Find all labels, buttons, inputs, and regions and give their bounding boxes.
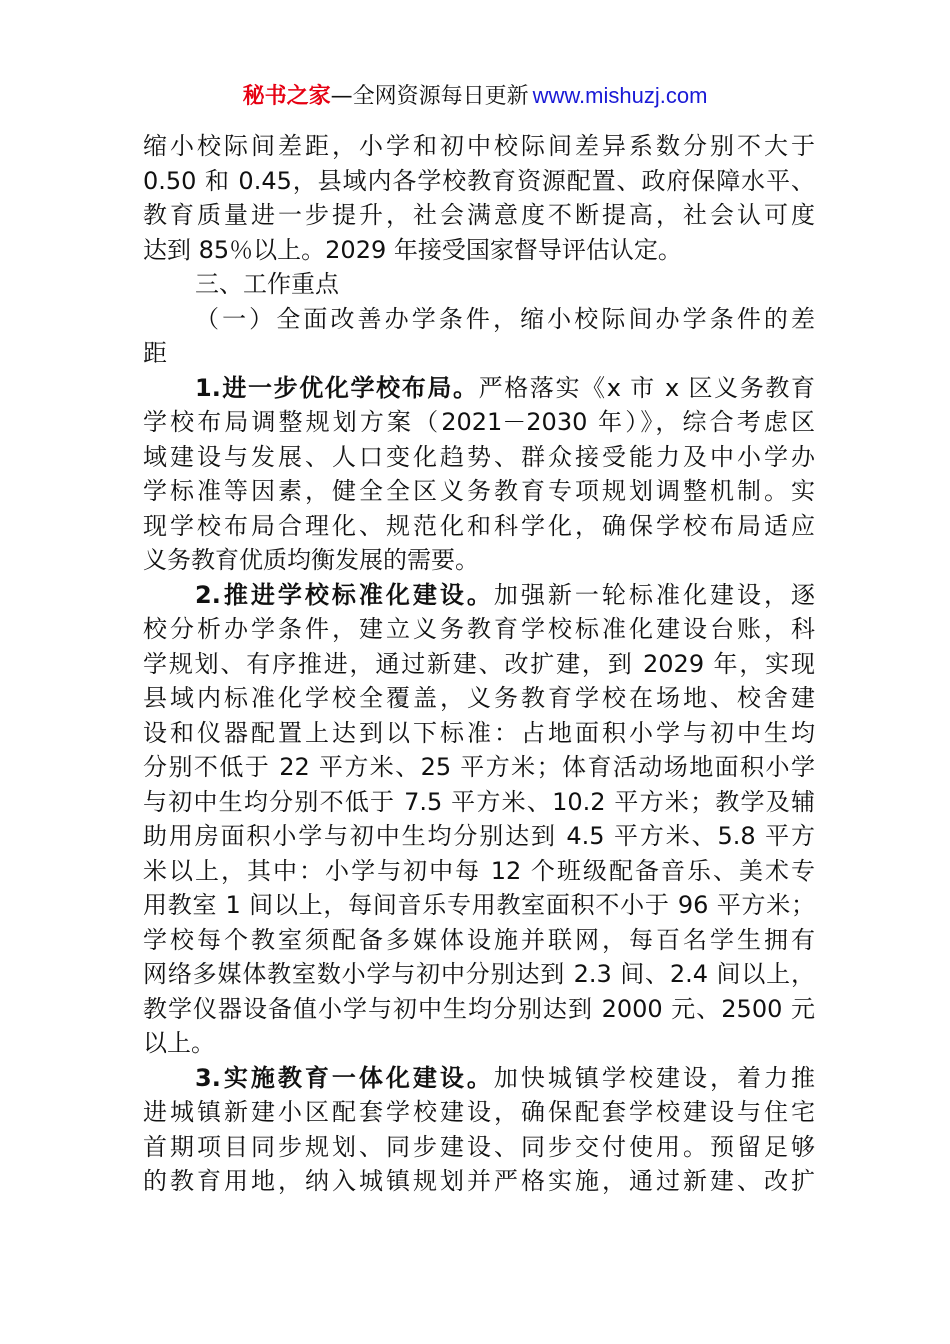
line-text: （一）全面改善办学条件，缩小校际间办学条件的差 — [195, 304, 815, 333]
line-text: 分别不低于 22 平方米、25 平方米；体育活动场地面积小学 — [143, 753, 815, 781]
line-text: 学规划、有序推进，通过新建、改扩建，到 2029 年，实现 — [143, 649, 815, 678]
line-text: 助用房面积小学与初中生均分别达到 4.5 平方米、5.8 平方 — [143, 822, 815, 850]
text-line — [143, 992, 815, 1027]
text-line — [143, 1164, 815, 1199]
text-line — [143, 854, 815, 889]
section-heading: 1.进一步优化学校布局。 — [195, 373, 479, 402]
line-text: 设和仪器配置上达到以下标准：占地面积小学与初中生均 — [143, 718, 815, 747]
line-text: 0.50 和 0.45，县域内各学校教育资源配置、政府保障水平、 — [143, 166, 815, 195]
line-text: 与初中生均分别不低于 7.5 平方米、10.2 平方米；教学及辅 — [143, 787, 815, 816]
text-line — [143, 923, 815, 958]
line-text: 域建设与发展、人口变化趋势、群众接受能力及中小学办 — [143, 442, 815, 471]
text-line — [143, 302, 815, 337]
section-heading: 2.推进学校标准化建设。 — [195, 580, 494, 609]
text-line — [143, 716, 815, 751]
line-text: 网络多媒体教室数小学与初中分别达到 2.3 间、2.4 间以上， — [143, 960, 815, 988]
text-line — [143, 474, 815, 509]
text-line — [143, 1026, 815, 1061]
line-text: 的教育用地，纳入城镇规划并严格实施，通过新建、改扩 — [143, 1167, 815, 1195]
text-line — [143, 785, 815, 820]
line-text: 三、工作重点 — [195, 270, 339, 298]
text-line — [143, 543, 815, 578]
line-text: 学校布局调整规划方案（2021－2030 年）》，综合考虑区 — [143, 408, 815, 436]
line-text: 以上。 — [143, 1029, 215, 1057]
line-text: 缩小校际间差距，小学和初中校际间差异系数分别不大于 — [143, 132, 815, 160]
text-line — [143, 233, 815, 268]
text-line — [143, 647, 815, 682]
text-line — [143, 336, 815, 371]
line-text: 学校每个教室须配备多媒体设施并联网，每百名学生拥有 — [143, 925, 815, 954]
line-text: 学标准等因素，健全全区义务教育专项规划调整机制。实 — [143, 477, 815, 505]
text-line — [143, 405, 815, 440]
text-line — [143, 267, 815, 302]
text-line — [143, 681, 815, 716]
text-line — [143, 612, 815, 647]
text-line — [143, 578, 815, 613]
text-line — [143, 198, 815, 233]
line-text: 严格落实《x 市 x 区义务教育 — [478, 373, 815, 402]
site-tagline: —全网资源每日更新 — [330, 84, 529, 109]
text-line — [143, 819, 815, 854]
text-line — [143, 957, 815, 992]
line-text: 距 — [143, 339, 167, 367]
line-text: 首期项目同步规划、同步建设、同步交付使用。预留足够 — [143, 1132, 815, 1161]
text-line — [143, 371, 815, 406]
text-line — [143, 888, 815, 923]
line-text: 米以上，其中：小学与初中每 12 个班级配备音乐、美术专 — [143, 856, 815, 885]
line-text: 加强新一轮标准化建设，逐 — [493, 580, 815, 609]
line-text: 加快城镇学校建设，着力推 — [493, 1063, 815, 1092]
line-text: 县域内标准化学校全覆盖，义务教育学校在场地、校舍建 — [143, 684, 815, 712]
site-header — [0, 80, 950, 113]
text-line — [143, 750, 815, 785]
line-text: 教学仪器设备值小学与初中生均分别达到 2000 元、2500 元 — [143, 994, 815, 1023]
line-text: 用教室 1 间以上，每间音乐专用教室面积不小于 96 平方米； — [143, 891, 815, 919]
line-text: 校分析办学条件，建立义务教育学校标准化建设台账，科 — [143, 615, 815, 643]
line-text: 现学校布局合理化、规范化和科学化，确保学校布局适应 — [143, 511, 815, 540]
text-line — [143, 509, 815, 544]
text-line — [143, 1130, 815, 1165]
document-body — [143, 129, 815, 1199]
line-text: 义务教育优质均衡发展的需要。 — [143, 546, 479, 574]
text-line — [143, 440, 815, 475]
line-text: 达到 85％以上。2029 年接受国家督导评估认定。 — [143, 235, 682, 264]
text-line — [143, 1061, 815, 1096]
text-line — [143, 164, 815, 199]
text-line — [143, 1095, 815, 1130]
site-url-link[interactable]: www.mishuzj.com — [532, 83, 708, 108]
line-text: 教育质量进一步提升，社会满意度不断提高，社会认可度 — [143, 201, 815, 229]
line-text: 进城镇新建小区配套学校建设，确保配套学校建设与住宅 — [143, 1098, 815, 1126]
site-brand: 秘书之家 — [242, 84, 331, 109]
text-line — [143, 129, 815, 164]
section-heading: 3.实施教育一体化建设。 — [195, 1063, 494, 1092]
